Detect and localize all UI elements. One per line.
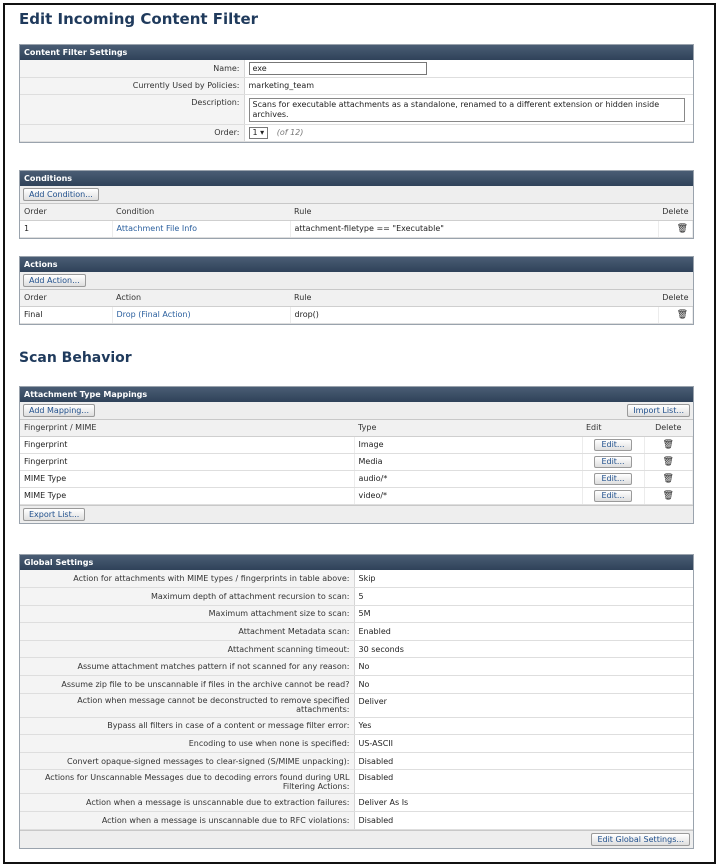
- table-row: [20, 453, 693, 470]
- import-list-button[interactable]: Import List...: [627, 404, 690, 417]
- order-row: [20, 124, 693, 141]
- setting-row: [20, 770, 693, 794]
- global-settings-panel: [19, 554, 694, 849]
- trash-icon[interactable]: 🗑: [662, 490, 674, 501]
- setting-label: Action for attachments with MIME types / fingerprints in table above:: [20, 570, 354, 588]
- order-select[interactable]: [249, 127, 269, 139]
- col-delete: Delete: [658, 204, 693, 220]
- setting-row: [20, 605, 693, 623]
- mapping-type: audio/*: [354, 470, 582, 487]
- name-row: [20, 60, 693, 77]
- panel-header: Attachment Type Mappings: [20, 387, 693, 402]
- trash-icon[interactable]: 🗑: [662, 473, 674, 484]
- setting-label: Action when a message is unscannable due to extraction failures:: [20, 794, 354, 812]
- setting-value: US-ASCII: [354, 735, 693, 753]
- setting-row: [20, 752, 693, 770]
- setting-value: 5: [354, 588, 693, 606]
- mapping-kind: MIME Type: [20, 487, 354, 504]
- policies-value: marketing_team: [244, 77, 693, 94]
- setting-label: Encoding to use when none is specified:: [20, 735, 354, 753]
- name-label: Name:: [20, 60, 244, 77]
- setting-value: No: [354, 658, 693, 676]
- actions-panel: [19, 256, 694, 325]
- action-rule: drop(): [290, 306, 658, 323]
- add-condition-button[interactable]: Add Condition...: [23, 188, 99, 201]
- table-row: [20, 470, 693, 487]
- policies-label: Currently Used by Policies:: [20, 77, 244, 94]
- setting-label: Action when message cannot be deconstructed to remove specified attachments:: [20, 693, 354, 717]
- chevron-down-icon: ▾: [260, 127, 265, 137]
- setting-value: Deliver: [354, 693, 693, 717]
- setting-label: Maximum depth of attachment recursion to scan:: [20, 588, 354, 606]
- panel-header: Actions: [20, 257, 693, 272]
- export-list-button[interactable]: Export List...: [23, 508, 85, 521]
- edit-global-settings-button[interactable]: Edit Global Settings...: [591, 833, 690, 846]
- mapping-type: Image: [354, 436, 582, 453]
- setting-label: Assume zip file to be unscannable if files in the archive cannot be read?: [20, 676, 354, 694]
- setting-value: Yes: [354, 717, 693, 735]
- col-rule: Rule: [290, 290, 658, 306]
- setting-row: [20, 812, 693, 830]
- trash-icon[interactable]: 🗑: [676, 223, 688, 234]
- setting-value: 30 seconds: [354, 640, 693, 658]
- condition-link[interactable]: Attachment File Info: [112, 220, 290, 237]
- description-label: Description:: [20, 94, 244, 124]
- add-action-button[interactable]: Add Action...: [23, 274, 86, 287]
- scan-behavior-title: Scan Behavior: [19, 350, 132, 366]
- col-order: Order: [20, 290, 112, 306]
- col-condition: Condition: [112, 204, 290, 220]
- panel-header: Conditions: [20, 171, 693, 186]
- panel-header: Global Settings: [20, 555, 693, 570]
- setting-row: [20, 794, 693, 812]
- page-title: Edit Incoming Content Filter: [19, 10, 259, 28]
- mapping-kind: Fingerprint: [20, 453, 354, 470]
- mapping-type: video/*: [354, 487, 582, 504]
- setting-value: Enabled: [354, 623, 693, 641]
- setting-row: [20, 658, 693, 676]
- col-edit: Edit: [582, 420, 644, 436]
- setting-label: Bypass all filters in case of a content or message filter error:: [20, 717, 354, 735]
- trash-icon[interactable]: 🗑: [676, 309, 688, 320]
- panel-header: Content Filter Settings: [20, 45, 693, 60]
- setting-row: [20, 693, 693, 717]
- table-row: [20, 487, 693, 504]
- setting-row: [20, 640, 693, 658]
- col-delete: Delete: [644, 420, 693, 436]
- setting-row: [20, 570, 693, 588]
- setting-row: [20, 623, 693, 641]
- setting-label: Attachment scanning timeout:: [20, 640, 354, 658]
- setting-value: Disabled: [354, 812, 693, 830]
- description-textarea[interactable]: Scans for executable attachments as a standalone, renamed to a different extension or hidden inside archives.: [249, 98, 685, 122]
- mapping-kind: Fingerprint: [20, 436, 354, 453]
- table-row: [20, 220, 693, 237]
- setting-value: Disabled: [354, 752, 693, 770]
- attachment-type-mappings-panel: [19, 386, 694, 524]
- name-input[interactable]: exe: [249, 62, 427, 75]
- setting-label: Attachment Metadata scan:: [20, 623, 354, 641]
- setting-row: [20, 717, 693, 735]
- setting-value: No: [354, 676, 693, 694]
- table-row: [20, 306, 693, 323]
- col-delete: Delete: [658, 290, 693, 306]
- order-value: 1: [252, 127, 258, 137]
- setting-value: Deliver As Is: [354, 794, 693, 812]
- col-order: Order: [20, 204, 112, 220]
- condition-order: 1: [20, 220, 112, 237]
- mapping-kind: MIME Type: [20, 470, 354, 487]
- action-order: Final: [20, 306, 112, 323]
- order-label: Order:: [20, 124, 244, 141]
- trash-icon[interactable]: 🗑: [662, 439, 674, 450]
- edit-mapping-button[interactable]: Edit...: [594, 439, 631, 451]
- setting-label: Action when a message is unscannable due to RFC violations:: [20, 812, 354, 830]
- trash-icon[interactable]: 🗑: [662, 456, 674, 467]
- col-rule: Rule: [290, 204, 658, 220]
- edit-mapping-button[interactable]: Edit...: [594, 456, 631, 468]
- order-of-count: (of 12): [276, 127, 304, 137]
- col-action: Action: [112, 290, 290, 306]
- table-row: [20, 436, 693, 453]
- policies-row: [20, 77, 693, 94]
- mapping-type: Media: [354, 453, 582, 470]
- condition-rule: attachment-filetype == "Executable": [290, 220, 658, 237]
- setting-row: [20, 588, 693, 606]
- setting-value: Skip: [354, 570, 693, 588]
- add-mapping-button[interactable]: Add Mapping...: [23, 404, 95, 417]
- edit-mapping-button[interactable]: Edit...: [594, 473, 631, 485]
- setting-value: Disabled: [354, 770, 693, 794]
- setting-label: Actions for Unscannable Messages due to decoding errors found during URL Filtering Actions:: [20, 770, 354, 794]
- setting-row: [20, 735, 693, 753]
- action-link[interactable]: Drop (Final Action): [112, 306, 290, 323]
- edit-mapping-button[interactable]: Edit...: [594, 490, 631, 502]
- col-fingerprint-mime: Fingerprint / MIME: [20, 420, 354, 436]
- content-filter-settings-panel: [19, 44, 694, 143]
- description-row: [20, 94, 693, 124]
- col-type: Type: [354, 420, 582, 436]
- conditions-panel: [19, 170, 694, 239]
- setting-label: Assume attachment matches pattern if not scanned for any reason:: [20, 658, 354, 676]
- setting-label: Convert opaque-signed messages to clear-signed (S/MIME unpacking):: [20, 752, 354, 770]
- setting-row: [20, 676, 693, 694]
- setting-label: Maximum attachment size to scan:: [20, 605, 354, 623]
- setting-value: 5M: [354, 605, 693, 623]
